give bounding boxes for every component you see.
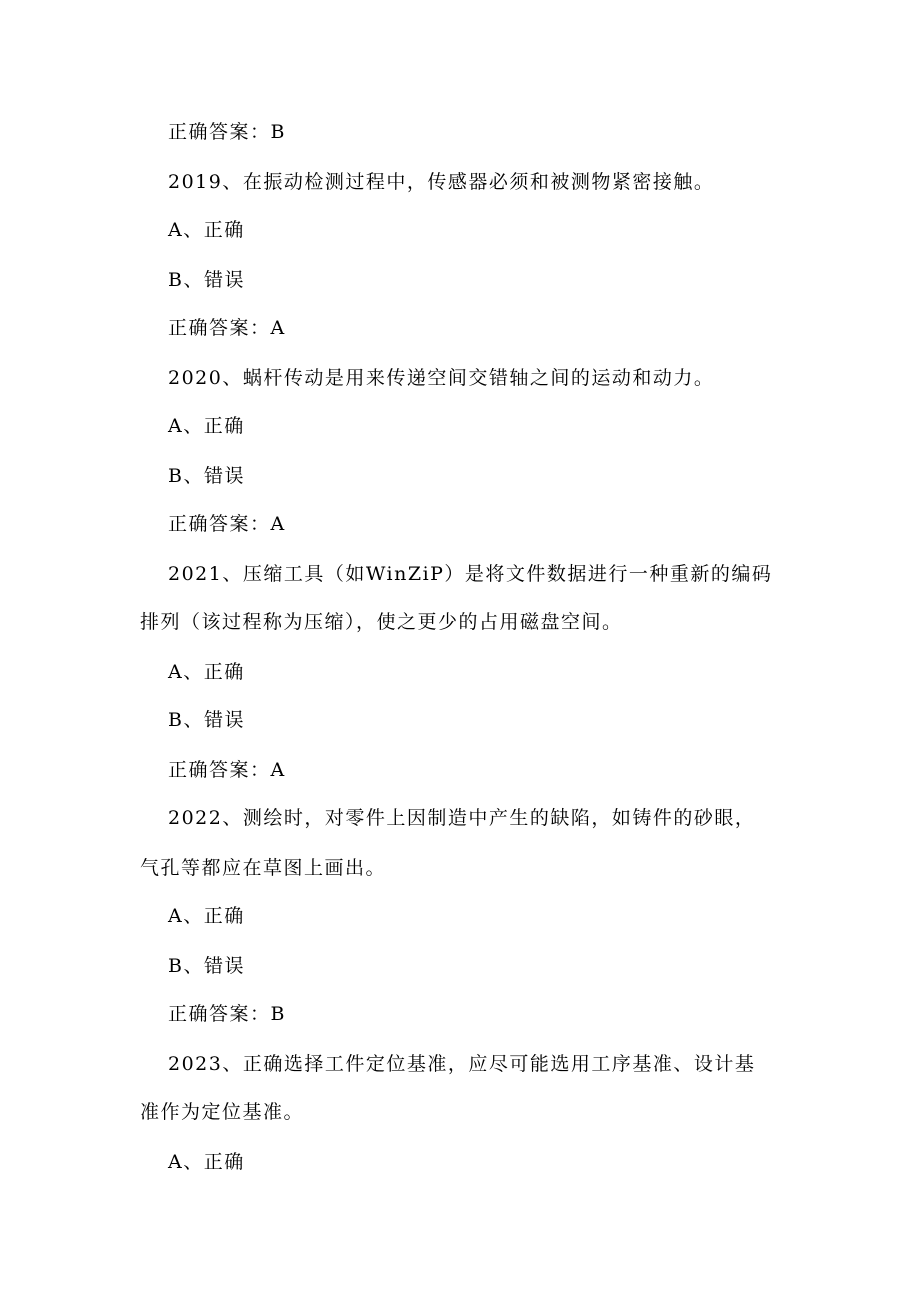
answer-line: 正确答案：A bbox=[168, 759, 286, 781]
answer-line: 正确答案：B bbox=[168, 121, 286, 143]
option-a: A、正确 bbox=[168, 219, 245, 241]
answer-line: 正确答案：A bbox=[168, 513, 286, 535]
question-2023-continued: 准作为定位基准。 bbox=[140, 1101, 305, 1123]
answer-line: 正确答案：A bbox=[168, 317, 286, 339]
question-2021-continued: 排列（该过程称为压缩），使之更少的占用磁盘空间。 bbox=[140, 611, 623, 633]
option-b: B、错误 bbox=[168, 955, 245, 977]
question-2021: 2021、压缩工具（如WinZiP）是将文件数据进行一种重新的编码 bbox=[168, 563, 773, 585]
question-2023: 2023、正确选择工件定位基准，应尽可能选用工序基准、设计基 bbox=[168, 1053, 756, 1075]
option-b: B、错误 bbox=[168, 269, 245, 291]
option-a: A、正确 bbox=[168, 661, 245, 683]
option-a: A、正确 bbox=[168, 1151, 245, 1173]
option-b: B、错误 bbox=[168, 465, 245, 487]
question-2019: 2019、在振动检测过程中，传感器必须和被测物紧密接触。 bbox=[168, 171, 715, 193]
option-b: B、错误 bbox=[168, 709, 245, 731]
answer-line: 正确答案：B bbox=[168, 1003, 286, 1025]
option-a: A、正确 bbox=[168, 905, 245, 927]
question-2022: 2022、测绘时，对零件上因制造中产生的缺陷，如铸件的砂眼， bbox=[168, 807, 756, 829]
question-2020: 2020、蜗杆传动是用来传递空间交错轴之间的运动和动力。 bbox=[168, 367, 715, 389]
question-2022-continued: 气孔等都应在草图上画出。 bbox=[140, 857, 387, 879]
option-a: A、正确 bbox=[168, 415, 245, 437]
